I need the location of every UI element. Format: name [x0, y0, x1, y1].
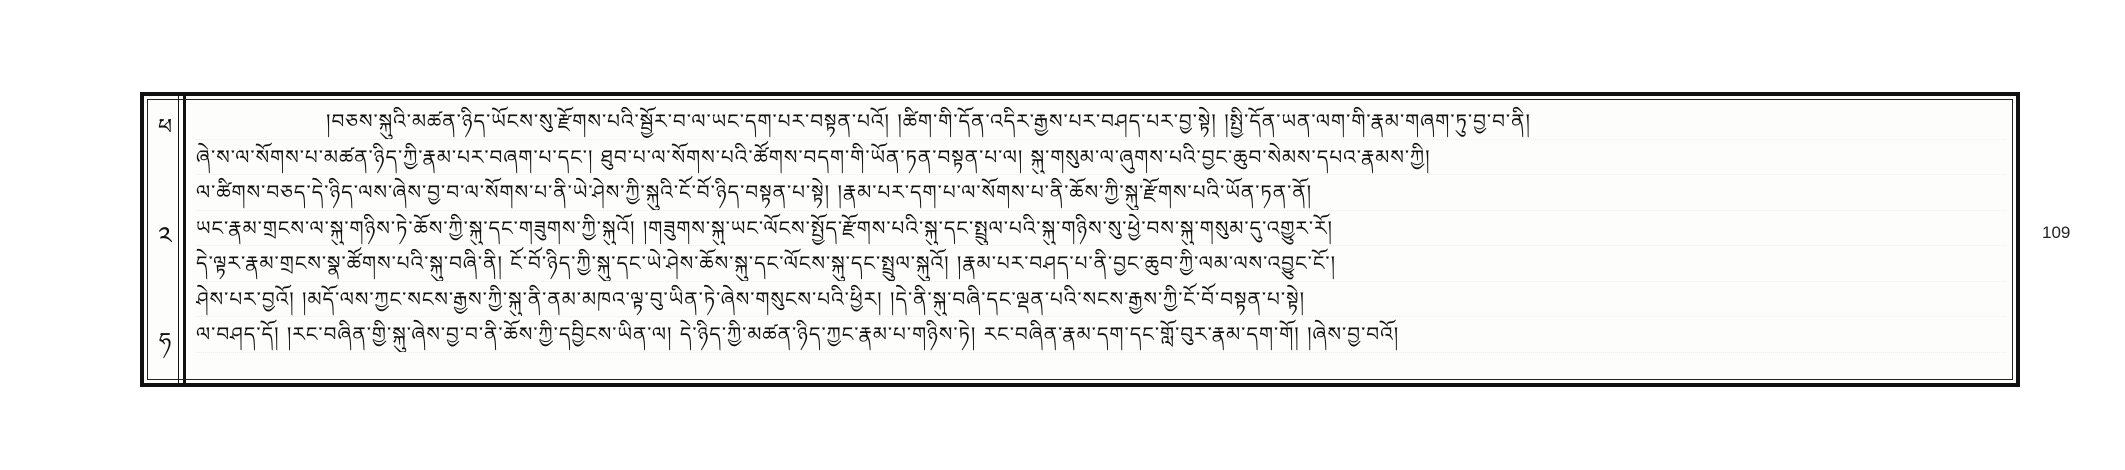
text-line-2: ཞེ་ས་ལ་སོགས་པ་མཚན་ཉིད་ཀྱི་རྣམ་པར་བཞག་པ་དང་། ཐུབ་པ་ལ་སོགས་པའི་ཚོགས་བདག་གི་ཡོན་ཏན་བསྟན་པ་ལ། སྐུ་གསུམ་ལ་ཞུགས་པའི་བྱང་ཆུབ་སེམས་དཔའ་རྣམས་ཀྱི། [196, 140, 2006, 176]
margin-label-middle: ༢ [158, 222, 172, 252]
text-line-4: ཡང་རྣམ་གྲངས་ལ་སྐུ་གཉིས་ཏེ་ཆོས་ཀྱི་སྐུ་དང་གཟུགས་ཀྱི་སྐུའོ། །གཟུགས་སྐུ་ཡང་ལོངས་སྤྱོད་རྫོགས་པའི་སྐུ་དང་སྤྲུལ་པའི་སྐུ་གཉིས་སུ་ཕྱེ་བས་སྐུ་གསུམ་དུ་འགྱུར་རོ། [196, 211, 2006, 247]
margin-label-bottom: ཧ [158, 329, 172, 354]
text-line-5: དེ་ལྟར་རྣམ་གྲངས་སྣ་ཚོགས་པའི་སྐུ་བཞི་ནི། ངོ་བོ་ཉིད་ཀྱི་སྐུ་དང་ཡེ་ཤེས་ཆོས་སྐུ་དང་ལོངས་སྐུ་དང་སྤྲུལ་སྐུའོ། །རྣམ་པར་བཤད་པ་ནི་བྱང་ཆུབ་ཀྱི་ལམ་ལས་འབྱུང་ངོ་། [196, 246, 2006, 282]
text-line-3: ལ་ཚིགས་བཅད་དེ་ཉིད་ལས་ཞེས་བྱ་བ་ལ་སོགས་པ་ནི་ཡེ་ཤེས་ཀྱི་སྐུའི་ངོ་བོ་ཉིད་བསྟན་པ་སྟེ། །རྣམ་པར་དག་པ་ལ་སོགས་པ་ནི་ཆོས་ཀྱི་སྐུ་རྫོགས་པའི་ཡོན་ཏན་ནོ། [196, 175, 2006, 211]
text-block [196, 104, 2006, 375]
manuscript-folio [140, 92, 2020, 387]
margin-label-top: ཕ [157, 115, 173, 140]
text-line-6: ཤེས་པར་བྱའོ། །མདོ་ལས་ཀྱང་སངས་རྒྱས་ཀྱི་སྐུ་ནི་ནམ་མཁའ་ལྟ་བུ་ཡིན་ཏེ་ཞེས་གསུངས་པའི་ཕྱིར། །དེ་ནི་སྐུ་བཞི་དང་ལྡན་པའི་སངས་རྒྱས་ཀྱི་ངོ་བོ་བསྟན་པ་སྟེ། [196, 282, 2006, 318]
page-number: 109 [2042, 223, 2071, 242]
text-line-1: །བཅས་སྐུའི་མཚན་ཉིད་ཡོངས་སུ་རྫོགས་པའི་སྦྱོར་བ་ལ་ཡང་དག་པར་བསྟན་པའོ། །ཚིག་གི་དོན་འདིར་རྒྱས་པར་བཤད་པར་བྱ་སྟེ། །སྤྱི་དོན་ཡན་ལག་གི་རྣམ་གཞག་ཏུ་བྱ་བ་ནི། [196, 104, 2006, 140]
text-line-7: ལ་བཤད་དོ། །རང་བཞིན་གྱི་སྐུ་ཞེས་བྱ་བ་ནི་ཆོས་ཀྱི་དབྱིངས་ཡིན་ལ། དེ་ཉིད་ཀྱི་མཚན་ཉིད་ཀྱང་རྣམ་པ་གཉིས་ཏེ། རང་བཞིན་རྣམ་དག་དང་གློ་བུར་རྣམ་དག་གོ། །ཞེས་བྱ་བའོ། [196, 317, 2006, 353]
margin-column [144, 96, 186, 383]
